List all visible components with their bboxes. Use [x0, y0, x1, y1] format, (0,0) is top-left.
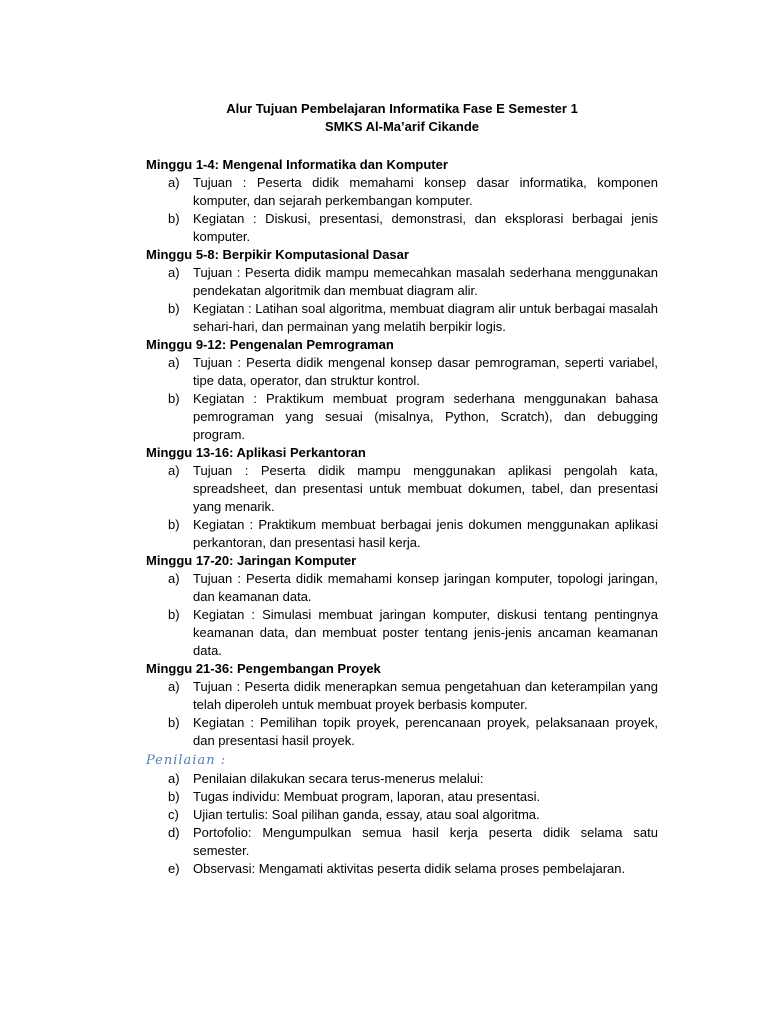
list-item: [146, 678, 658, 714]
list-item: [146, 570, 658, 606]
list-marker: a): [168, 679, 180, 694]
week-heading: Minggu 13-16: Aplikasi Perkantoran: [146, 445, 366, 460]
list-item: [146, 714, 658, 750]
list-marker: b): [168, 607, 180, 622]
list-marker: b): [168, 211, 180, 226]
list-item: [146, 606, 658, 660]
list-item-text: Tujuan : Peserta didik mampu menggunakan aplikasi pengolah kata, spreadsheet, dan presentasi untuk membuat dokumen, tabel, dan presentasi yang menarik.: [193, 463, 658, 514]
list-item-text: Penilaian dilakukan secara terus-menerus melalui:: [193, 771, 484, 786]
week-items: [146, 174, 658, 246]
weeks-section: [146, 156, 658, 750]
list-item-text: Kegiatan : Diskusi, presentasi, demonstrasi, dan eksplorasi berbagai jenis komputer.: [193, 211, 658, 244]
list-marker: b): [168, 789, 180, 804]
title-block: [146, 100, 658, 136]
list-item: [146, 174, 658, 210]
week-items: [146, 354, 658, 444]
list-marker: d): [168, 825, 180, 840]
school-name: SMKS Al-Ma’arif Cikande: [324, 119, 480, 134]
list-marker: a): [168, 265, 180, 280]
penilaian-item: [146, 860, 658, 878]
penilaian-item: [146, 770, 658, 788]
list-item-text: Tujuan : Peserta didik memahami konsep dasar informatika, komponen komputer, dan sejarah perkembangan komputer.: [193, 175, 658, 208]
list-item-text: Kegiatan : Latihan soal algoritma, membuat diagram alir untuk berbagai masalah sehari-hari, dan permainan yang melatih berpikir logis.: [193, 301, 658, 334]
list-marker: e): [168, 861, 180, 876]
list-item: [146, 516, 658, 552]
list-marker: a): [168, 355, 180, 370]
document-title: Alur Tujuan Pembelajaran Informatika Fase E Semester 1: [226, 101, 578, 116]
list-item: [146, 264, 658, 300]
penilaian-heading: Penilaian :: [146, 753, 227, 768]
week-heading: Minggu 17-20: Jaringan Komputer: [146, 553, 357, 568]
penilaian-item: [146, 824, 658, 860]
penilaian-item: [146, 806, 658, 824]
list-item: [146, 354, 658, 390]
week-heading: Minggu 9-12: Pengenalan Pemrograman: [146, 337, 394, 352]
list-item: [146, 462, 658, 516]
list-item: [146, 300, 658, 336]
list-item: [146, 390, 658, 444]
list-marker: a): [168, 175, 180, 190]
week-heading: Minggu 5-8: Berpikir Komputasional Dasar: [146, 247, 409, 262]
list-marker: b): [168, 517, 180, 532]
list-item-text: Kegiatan : Praktikum membuat berbagai jenis dokumen menggunakan aplikasi perkantoran, dan presentasi hasil kerja.: [193, 517, 658, 550]
list-item: [146, 210, 658, 246]
list-item-text: Tugas individu: Membuat program, laporan, atau presentasi.: [193, 789, 541, 804]
list-item-text: Kegiatan : Pemilihan topik proyek, perencanaan proyek, pelaksanaan proyek, dan presentasi hasil proyek.: [193, 715, 658, 748]
week-heading: Minggu 21-36: Pengembangan Proyek: [146, 661, 381, 676]
list-item-text: Tujuan : Peserta didik memahami konsep jaringan komputer, topologi jaringan, dan keamanan data.: [193, 571, 658, 604]
list-item-text: Portofolio: Mengumpulkan semua hasil kerja peserta didik selama satu semester.: [193, 825, 658, 858]
list-marker: b): [168, 715, 180, 730]
list-marker: a): [168, 771, 180, 786]
list-marker: b): [168, 391, 180, 406]
week-items: [146, 462, 658, 552]
penilaian-item: [146, 788, 658, 806]
list-item-text: Kegiatan : Praktikum membuat program sederhana menggunakan bahasa pemrograman yang sesuai (misalnya, Python, Scratch), dan debugging program.: [193, 391, 658, 442]
week-items: [146, 264, 658, 336]
list-marker: a): [168, 463, 180, 478]
list-item-text: Observasi: Mengamati aktivitas peserta didik selama proses pembelajaran.: [193, 861, 626, 876]
penilaian-list: [146, 770, 658, 878]
list-item-text: Tujuan : Peserta didik menerapkan semua pengetahuan dan keterampilan yang telah diperoleh untuk membuat proyek berbasis komputer.: [193, 679, 658, 712]
list-marker: b): [168, 301, 180, 316]
list-item-text: Ujian tertulis: Soal pilihan ganda, essay, atau soal algoritma.: [193, 807, 540, 822]
week-heading: Minggu 1-4: Mengenal Informatika dan Komputer: [146, 157, 448, 172]
list-item-text: Kegiatan : Simulasi membuat jaringan komputer, diskusi tentang pentingnya keamanan data, dan membuat poster tentang jenis-jenis ancaman keamanan data.: [193, 607, 658, 658]
week-items: [146, 570, 658, 660]
list-marker: a): [168, 571, 180, 586]
list-item-text: Tujuan : Peserta didik mengenal konsep dasar pemrograman, seperti variabel, tipe data, operator, dan struktur kontrol.: [193, 355, 658, 388]
week-items: [146, 678, 658, 750]
list-item-text: Tujuan : Peserta didik mampu memecahkan masalah sederhana menggunakan pendekatan algoritmik dan membuat diagram alir.: [193, 265, 658, 298]
list-marker: c): [168, 807, 179, 822]
